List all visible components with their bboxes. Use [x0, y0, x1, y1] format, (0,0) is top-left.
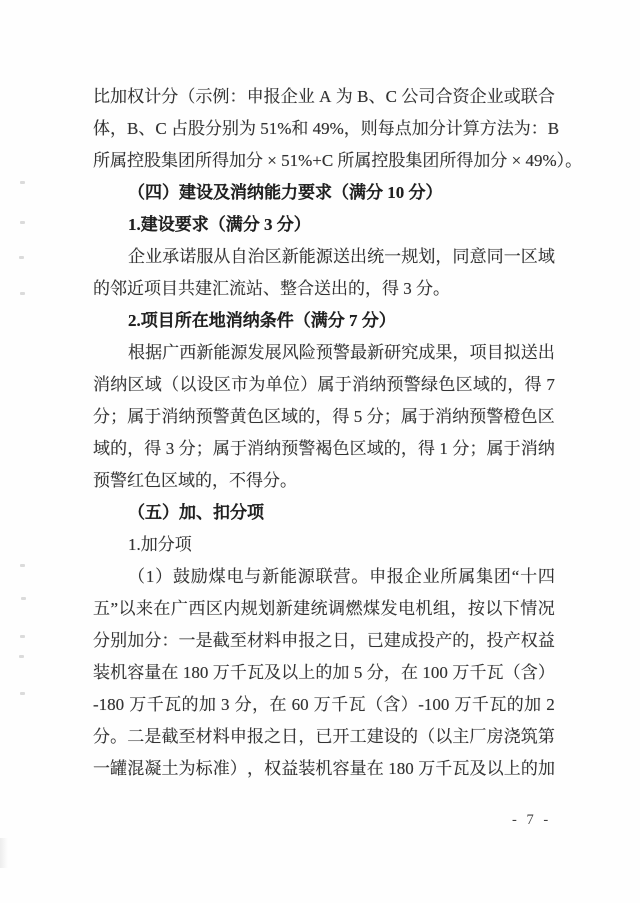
text-line: （ 1 ） 鼓 励 煤 电 与 新 能 源 联 营 。 申 报 企 业 所 属 集 团 “ 十 四	[128, 567, 555, 586]
scan-shadow	[0, 838, 8, 868]
text-line: （四）建设及消纳能力要求（满分 10 分）	[128, 183, 443, 202]
text-line: 比 加 权 计 分 （ 示 例 ： 申 报 企 业 A 为 B 、 C 公 司 合 资 企 业 或 联 合	[93, 87, 555, 106]
text-line: 五 ” 以 来 在 广 西 区 内 规 划 新 建 统 调 燃 煤 发 电 机 组 ， 按 以 下 情 况	[93, 599, 555, 618]
text-line: 一 罐 混 凝 土 为 标 准 ） ， 权 益 装 机 容 量 在 180 万 千 瓦 及 以 上 的 加	[93, 759, 555, 778]
text-line: 分 ； 属 于 消 纳 预 警 黄 色 区 域 的 ， 得 5 分 ； 属 于 消 纳 预 警 橙 色 区	[93, 407, 555, 426]
scan-speck	[19, 655, 24, 658]
scan-speck	[21, 597, 26, 600]
text-line: 分 。 二 是 截 至 材 料 申 报 之 日 ， 已 开 工 建 设 的 （ 以 主 厂 房 浇 筑 第	[93, 727, 555, 746]
text-line: 体 ， B 、 C 占 股 分 别 为 51% 和 49% ， 则 每 点 加 分 计 算 方 法 为 ： B	[93, 119, 560, 138]
scan-speck	[19, 256, 24, 259]
text-line: -180 万 千 瓦 的 加 3 分 ， 在 60 万 千 瓦 （ 含 ） -100 万 千 瓦 的 加 2	[93, 695, 555, 714]
scan-speck	[20, 635, 25, 638]
page-number: - 7 -	[512, 812, 552, 828]
text-line: 1.建设要求（满分 3 分）	[128, 215, 311, 234]
text-line: 企 业 承 诺 服 从 自 治 区 新 能 源 送 出 统 一 规 划 ， 同 意 同 一 区 域	[128, 247, 555, 266]
scan-speck	[20, 564, 25, 567]
text-line: （五）加、扣分项	[128, 503, 264, 522]
scan-speck	[20, 292, 25, 295]
text-line: 域 的 ， 得 3 分 ； 属 于 消 纳 预 警 褐 色 区 域 的 ， 得 1 分 ； 属 于 消 纳	[93, 439, 555, 458]
scan-speck	[20, 181, 25, 184]
text-line: 2.项目所在地消纳条件（满分 7 分）	[128, 311, 396, 330]
text-line: 预警红色区域的，不得分。	[93, 471, 297, 490]
text-line: 的邻近项目共建汇流站、整合送出的，得 3 分。	[93, 279, 450, 298]
text-line: 所属控股集团所得加分 × 51%+C 所属控股集团所得加分 × 49%）。	[93, 151, 583, 170]
text-line: 消 纳 区 域 （ 以 设 区 市 为 单 位 ） 属 于 消 纳 预 警 绿 色 区 域 的 ， 得 7	[93, 375, 555, 394]
text-line: 装 机 容 量 在 180 万 千 瓦 及 以 上 的 加 5 分 ， 在 100 万 千 瓦 （ 含 ）	[93, 663, 555, 682]
scan-speck	[20, 692, 25, 695]
document-body	[93, 81, 583, 785]
text-line: 根 据 广 西 新 能 源 发 展 风 险 预 警 最 新 研 究 成 果 ， 项 目 拟 送 出	[128, 343, 555, 362]
scan-speck	[20, 221, 25, 224]
text-line: 分 别 加 分 ： 一 是 截 至 材 料 申 报 之 日 ， 已 建 成 投 产 的 ， 投 产 权 益	[93, 631, 555, 650]
text-line: 1.加分项	[128, 535, 192, 554]
